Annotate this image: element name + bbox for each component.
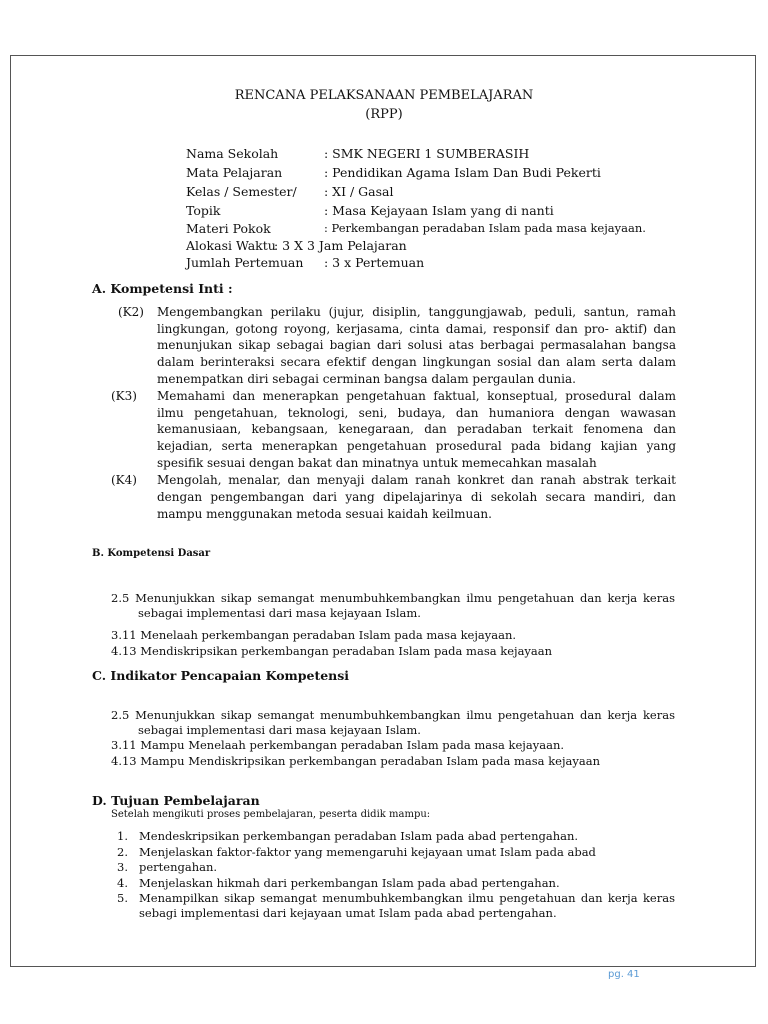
identity-value-topic: : Masa Kejayaan Islam yang di nanti <box>324 203 554 218</box>
identity-label-topic: Topik <box>186 203 221 218</box>
k2-line-2: lingkungan, gotong royong, kerjasama, cinta damai, responsif dan pro- aktif) dan <box>157 322 676 336</box>
goal-4-number: 4. <box>117 876 128 890</box>
k2-line-3: menunjukan sikap sebagai bagian dari solusi atas berbagai permasalahan bangsa <box>157 338 676 352</box>
kd-3-11: 3.11 Menelaah perkembangan peradaban Islam pada masa kejayaan. <box>111 628 517 642</box>
k3-line-3: kemanusiaan, kebangsaan, kenegaraan, dan peradaban terkait fenomena dan <box>157 422 676 436</box>
k2-line-4: dalam berinteraksi secara efektif dengan lingkungan sosial dan alam serta dalam <box>157 355 676 369</box>
section-c-heading: C. Indikator Pencapaian Kompetensi <box>92 668 350 683</box>
identity-value-material: : Perkembangan peradaban Islam pada masa kejayaan. <box>324 221 646 235</box>
k3-line-5: spesifik sesuai dengan bakat dan minatnya untuk memecahkan masalah <box>157 456 597 470</box>
kd-2-5-line-1: 2.5 Menunjukkan sikap semangat menumbuhkembangkan ilmu pengetahuan dan kerja keras <box>111 591 675 605</box>
identity-value-subject: : Pendidikan Agama Islam Dan Budi Pekerti <box>324 165 601 180</box>
k4-line-3: mampu menggunakan metoda sesuai kaidah keilmuan. <box>157 507 492 521</box>
kd-4-13: 4.13 Mendiskripsikan perkembangan peradaban Islam pada masa kejayaan <box>111 644 553 658</box>
ipk-3-11: 3.11 Mampu Menelaah perkembangan peradaban Islam pada masa kejayaan. <box>111 738 565 752</box>
ipk-2-5-line-2: sebagai implementasi dari masa kejayaan Islam. <box>138 723 421 737</box>
goal-5-continuation: sebagi implementasi dari kejayaan umat Islam pada abad pertengahan. <box>139 906 557 920</box>
identity-label-time: Alokasi Waktu <box>186 238 276 253</box>
goal-2-text: Menjelaskan faktor-faktor yang memengaruhi kejayaan umat Islam pada abad <box>139 845 596 859</box>
k4-line-1: Mengolah, menalar, dan menyaji dalam ranah konkret dan ranah abstrak terkait <box>157 473 676 487</box>
section-a-heading: A. Kompetensi Inti : <box>92 281 233 296</box>
identity-value-time: : 3 X 3 Jam Pelajaran <box>274 238 407 253</box>
k4-code: (K4) <box>111 473 137 487</box>
goal-1-number: 1. <box>117 829 128 843</box>
ipk-4-13: 4.13 Mampu Mendiskripsikan perkembangan peradaban Islam pada masa kejayaan <box>111 754 601 768</box>
goal-1-text: Mendeskripsikan perkembangan peradaban Islam pada abad pertengahan. <box>139 829 579 843</box>
goal-5-number: 5. <box>117 891 128 905</box>
kd-2-5-line-2: sebagai implementasi dari masa kejayaan Islam. <box>138 606 421 620</box>
k3-line-2: ilmu pengetahuan, teknologi, seni, budaya, dan humaniora dengan wawasan <box>157 406 676 420</box>
goal-3-text: pertengahan. <box>139 860 218 874</box>
k4-line-2: dengan pengembangan dari yang dipelajarinya di sekolah secara mandiri, dan <box>157 490 676 504</box>
identity-label-material: Materi Pokok <box>186 221 271 236</box>
goal-4-text: Menjelaskan hikmah dari perkembangan Islam pada abad pertengahan. <box>139 876 560 890</box>
identity-label-class: Kelas / Semester/ <box>186 184 297 199</box>
k3-line-4: kejadian, serta menerapkan pengetahuan prosedural pada bidang kajian yang <box>157 439 676 453</box>
goal-5-text: Menampilkan sikap semangat menumbuhkembangkan ilmu pengetahuan dan kerja keras <box>139 891 675 905</box>
identity-value-class: : XI / Gasal <box>324 184 394 199</box>
identity-label-meetings: Jumlah Pertemuan <box>186 255 304 270</box>
identity-label-school: Nama Sekolah <box>186 146 279 161</box>
page-number: pg. 41 <box>608 969 640 980</box>
k3-code: (K3) <box>111 389 137 403</box>
goal-3-number: 3. <box>117 860 128 874</box>
document-subtitle: (RPP) <box>365 107 403 122</box>
section-d-intro: Setelah mengikuti proses pembelajaran, peserta didik mampu: <box>111 809 431 820</box>
goal-2-number: 2. <box>117 845 128 859</box>
section-b-heading: B. Kompetensi Dasar <box>92 548 211 559</box>
document-title: RENCANA PELAKSANAAN PEMBELAJARAN <box>234 88 534 103</box>
ipk-2-5-line-1: 2.5 Menunjukkan sikap semangat menumbuhkembangkan ilmu pengetahuan dan kerja keras <box>111 708 675 722</box>
section-d-heading: D. Tujuan Pembelajaran <box>92 793 260 808</box>
k2-line-5: menempatkan diri sebagai cerminan bangsa dalam pergaulan dunia. <box>157 372 576 386</box>
k2-code: (K2) <box>118 305 144 319</box>
k2-line-1: Mengembangkan perilaku (jujur, disiplin, tanggungjawab, peduli, santun, ramah <box>157 305 676 319</box>
identity-label-subject: Mata Pelajaran <box>186 165 283 180</box>
identity-value-meetings: : 3 x Pertemuan <box>324 255 425 270</box>
identity-value-school: : SMK NEGERI 1 SUMBERASIH <box>324 146 530 161</box>
k3-line-1: Memahami dan menerapkan pengetahuan faktual, konseptual, prosedural dalam <box>157 389 676 403</box>
